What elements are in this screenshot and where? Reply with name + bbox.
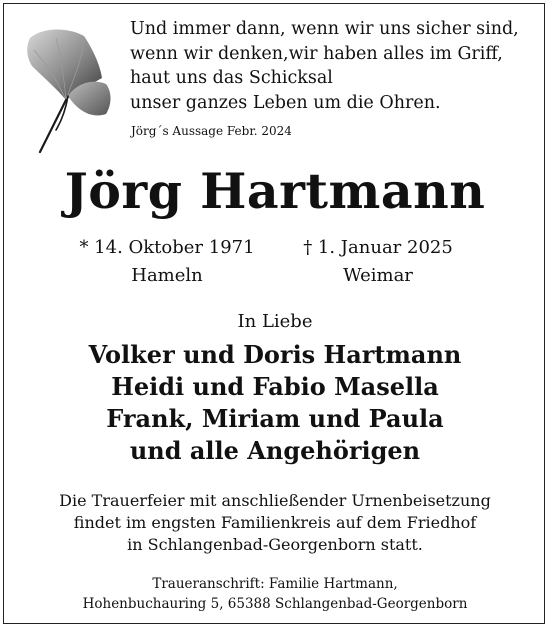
quote-source: Jörg´s Aussage Febr. 2024	[131, 124, 292, 138]
ginkgo-leaf-icon	[22, 26, 118, 156]
birth-date: * 14. Oktober 1971	[79, 237, 255, 258]
service-line: findet im engsten Familienkreis auf dem Friedhof	[73, 513, 477, 532]
mourner-line: Frank, Miriam und Paula	[106, 404, 444, 433]
death-date: † 1. Januar 2025	[303, 237, 453, 258]
death-place: Weimar	[343, 265, 413, 286]
death-info	[258, 234, 498, 290]
mourning-address	[0, 574, 550, 614]
address-line: Traueranschrift: Familie Hartmann,	[152, 576, 398, 592]
poem-line: haut uns das Schicksal	[130, 68, 333, 88]
poem-quote	[130, 17, 535, 115]
mourners-intro: In Liebe	[237, 311, 313, 332]
service-line: in Schlangenbad-Georgenborn statt.	[127, 535, 423, 554]
address-line: Hohenbuchauring 5, 65388 Schlangenbad-Georgenborn	[82, 596, 468, 612]
poem-line: Und immer dann, wenn wir uns sicher sind,	[130, 19, 519, 39]
poem-line: wenn wir denken,wir haben alles im Griff,	[130, 43, 503, 64]
mourner-line: Heidi und Fabio Masella	[111, 372, 439, 401]
poem-line: unser ganzes Leben um die Ohren.	[130, 92, 441, 113]
mourner-line: und alle Angehörigen	[129, 436, 421, 465]
birth-place: Hameln	[131, 265, 203, 286]
mourner-line: Volker und Doris Hartmann	[88, 340, 462, 369]
deceased-name: Jörg Hartmann	[64, 162, 486, 220]
mourners-list	[0, 339, 550, 467]
service-info	[0, 490, 550, 556]
service-line: Die Trauerfeier mit anschließender Urnenbeisetzung	[59, 491, 491, 510]
birth-info	[47, 234, 287, 290]
